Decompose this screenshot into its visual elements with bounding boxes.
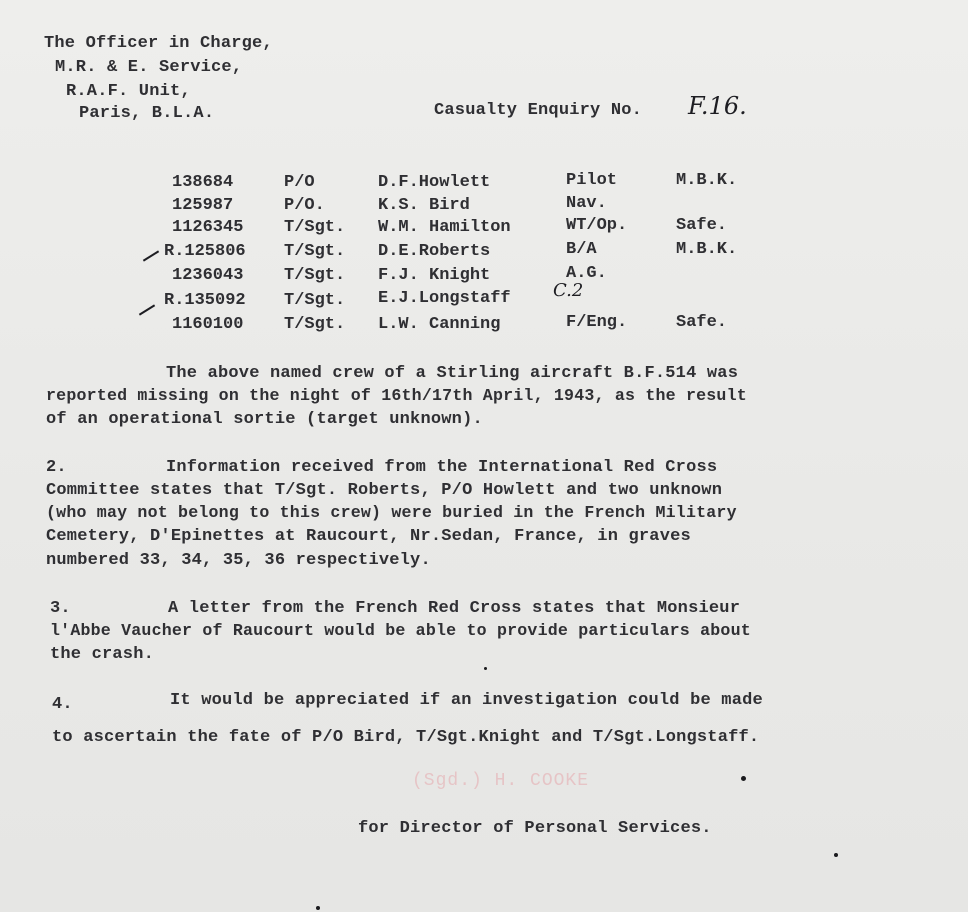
crew-status: Safe.: [676, 313, 728, 332]
ink-speck: [741, 776, 746, 781]
crew-role: A.G.: [566, 264, 607, 283]
longstaff-note: C.2: [553, 280, 584, 301]
enquiry-label: Casualty Enquiry No.: [434, 101, 643, 120]
paragraph-1-line-3: of an operational sortie (target unknown).: [46, 410, 483, 429]
crew-status: M.B.K.: [676, 171, 738, 190]
paragraph-3-line-3: the crash.: [50, 645, 155, 664]
service-number: R.125806: [164, 242, 246, 261]
address-line-2: M.R. & E. Service,: [55, 58, 243, 77]
rank: T/Sgt.: [284, 315, 346, 334]
service-number: R.135092: [164, 291, 246, 310]
paragraph-4-number: 4.: [52, 695, 73, 714]
crew-role: Nav.: [566, 194, 607, 213]
rank: T/Sgt.: [284, 291, 346, 310]
paragraph-4-line-1: It would be appreciated if an investigation could be made: [170, 691, 763, 710]
paragraph-2-line-4: Cemetery, D'Epinettes at Raucourt, Nr.Sedan, France, in graves: [46, 527, 691, 546]
signature-line: for Director of Personal Services.: [358, 819, 712, 838]
paragraph-3-number: 3.: [50, 599, 71, 618]
service-number: 1236043: [172, 266, 244, 285]
ink-speck: [834, 853, 838, 857]
paragraph-2-line-2: Committee states that T/Sgt. Roberts, P/O Howlett and two unknown: [46, 481, 723, 500]
crew-name: D.E.Roberts: [378, 242, 491, 261]
crew-name: D.F.Howlett: [378, 173, 491, 192]
paragraph-3-line-2: l'Abbe Vaucher of Raucourt would be able to provide particulars about: [50, 621, 751, 640]
paragraph-2-number: 2.: [46, 458, 67, 477]
paragraph-1-line-1: The above named crew of a Stirling aircraft B.F.514 was: [166, 364, 739, 383]
paragraph-1-line-2: reported missing on the night of 16th/17th April, 1943, as the result: [46, 386, 747, 405]
crew-status: Safe.: [676, 216, 728, 235]
crew-name: W.M. Hamilton: [378, 218, 511, 237]
address-line-1: The Officer in Charge,: [44, 34, 273, 53]
crew-name: K.S. Bird: [378, 196, 470, 215]
handwritten-tick-mark: [139, 304, 155, 315]
rank: T/Sgt.: [284, 266, 346, 285]
crew-role: F/Eng.: [566, 313, 628, 332]
paragraph-4-line-2: to ascertain the fate of P/O Bird, T/Sgt.Knight and T/Sgt.Longstaff.: [52, 728, 760, 747]
service-number: 138684: [172, 173, 234, 192]
paragraph-2-line-5: numbered 33, 34, 35, 36 respectively.: [46, 551, 431, 570]
rank: P/O: [284, 173, 315, 192]
address-line-3: R.A.F. Unit,: [66, 82, 191, 101]
crew-name: F.J. Knight: [378, 266, 491, 285]
crew-role: WT/Op.: [566, 216, 628, 235]
service-number: 1126345: [172, 218, 244, 237]
paragraph-3-line-1: A letter from the French Red Cross states that Monsieur: [168, 599, 741, 618]
rank: P/O.: [284, 196, 325, 215]
address-line-4: Paris, B.L.A.: [79, 104, 215, 123]
crew-name: E.J.Longstaff: [378, 289, 511, 308]
handwritten-tick-mark: [143, 250, 159, 261]
paragraph-2-line-1: Information received from the International Red Cross: [166, 458, 718, 477]
faded-signature-stamp: (Sgd.) H. COOKE: [412, 771, 590, 791]
ink-speck: [484, 667, 487, 670]
crew-name: L.W. Canning: [378, 315, 501, 334]
rank: T/Sgt.: [284, 242, 346, 261]
crew-role: Pilot: [566, 171, 618, 190]
rank: T/Sgt.: [284, 218, 346, 237]
crew-role: B/A: [566, 240, 597, 259]
service-number: 1160100: [172, 315, 244, 334]
paragraph-2-line-3: (who may not belong to this crew) were buried in the French Military: [46, 503, 737, 522]
ink-speck: [316, 906, 320, 910]
crew-status: M.B.K.: [676, 240, 738, 259]
service-number: 125987: [172, 196, 234, 215]
enquiry-number: F.16.: [688, 92, 747, 120]
